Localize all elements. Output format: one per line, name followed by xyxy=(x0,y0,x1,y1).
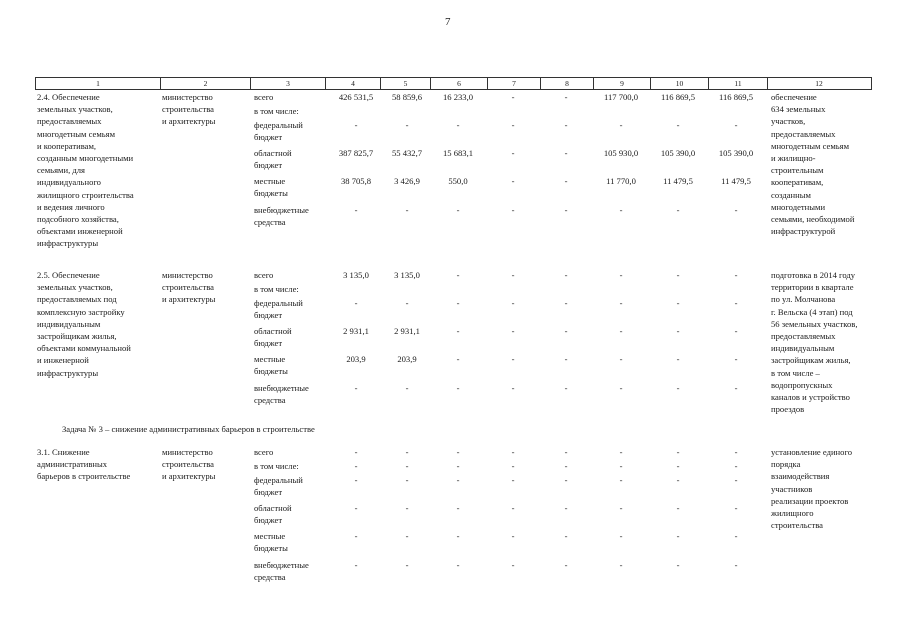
funding-value: - xyxy=(354,475,358,485)
funding-value: 3 135,0 xyxy=(343,270,369,280)
result-text-line: предоставляемых xyxy=(771,331,836,341)
column-number: 4 xyxy=(326,78,381,89)
funding-source-label: федеральный xyxy=(254,298,303,308)
funding-value: 11 770,0 xyxy=(606,176,636,186)
funding-source-label: в том числе: xyxy=(254,106,299,116)
funding-value: - xyxy=(564,447,568,457)
column-number: 5 xyxy=(381,78,431,89)
result-text-line: г. Вельска (4 этап) под xyxy=(771,306,853,317)
funding-value: - xyxy=(511,531,515,541)
funding-value: - xyxy=(405,298,409,308)
executor-text-line: министерство xyxy=(162,92,213,102)
column-number: 7 xyxy=(488,78,541,89)
column-number-header xyxy=(35,77,872,90)
result-text-line: установление единого xyxy=(771,447,853,457)
funding-value: - xyxy=(676,326,680,336)
funding-value: - xyxy=(354,560,358,570)
measure-text-line: комплексную застройку xyxy=(37,306,125,317)
funding-source-label: местные xyxy=(254,354,286,364)
funding-value: - xyxy=(734,461,738,471)
column-number: 3 xyxy=(251,78,326,89)
measure-text-line: 2.5. Обеспечение xyxy=(37,270,100,280)
funding-value: 105 390,0 xyxy=(660,148,696,158)
funding-value: - xyxy=(734,354,738,364)
funding-value: - xyxy=(676,560,680,570)
funding-value: - xyxy=(511,447,515,457)
measure-text-line: административных xyxy=(37,459,108,470)
measure-text-line: и ведения личного xyxy=(37,201,105,212)
measure-text-line: индивидуальным xyxy=(37,318,101,329)
executor-text-line: строительства xyxy=(162,459,214,470)
funding-value: - xyxy=(676,298,680,308)
measure-text-line: инфраструктуры xyxy=(37,367,99,378)
executor-text-line: министерство xyxy=(162,447,213,457)
funding-source-label: бюджеты xyxy=(254,543,288,554)
funding-value: - xyxy=(456,531,460,541)
funding-source-label: федеральный xyxy=(254,120,303,130)
measure-text-line: жилищного строительства xyxy=(37,189,134,200)
measure-text-line: семьями, для xyxy=(37,165,85,176)
funding-value: - xyxy=(354,298,358,308)
funding-value: - xyxy=(405,120,409,130)
executor-text-line: и архитектуры xyxy=(162,294,216,305)
funding-value: - xyxy=(456,560,460,570)
funding-value: - xyxy=(511,205,515,215)
funding-value: - xyxy=(676,531,680,541)
funding-source-label: местные xyxy=(254,531,286,541)
funding-source-label: внебюджетные xyxy=(254,205,309,215)
funding-source-label: всего xyxy=(254,447,274,457)
funding-value: - xyxy=(456,120,460,130)
funding-value: 116 869,5 xyxy=(660,92,696,102)
funding-source-label: средства xyxy=(254,395,286,406)
funding-value: - xyxy=(564,270,568,280)
funding-value: - xyxy=(511,326,515,336)
funding-value: - xyxy=(564,298,568,308)
funding-value: 105 930,0 xyxy=(603,148,639,158)
funding-value: - xyxy=(511,92,515,102)
funding-value: - xyxy=(511,560,515,570)
measure-text-line: земельных участков, xyxy=(37,282,113,293)
funding-value: - xyxy=(734,298,738,308)
funding-value: - xyxy=(619,475,623,485)
funding-value: - xyxy=(676,503,680,513)
funding-value: - xyxy=(456,461,460,471)
measure-text-line: и инженерной xyxy=(37,355,89,366)
result-text-line: жилищного xyxy=(771,508,814,518)
funding-value: - xyxy=(564,92,568,102)
measure-text-line: индивидуального xyxy=(37,177,101,188)
funding-value: 203,9 xyxy=(397,354,417,364)
funding-value: - xyxy=(619,120,623,130)
funding-value: 16 233,0 xyxy=(442,92,474,102)
measure-text-line: 3.1. Снижение xyxy=(37,447,90,457)
funding-source-label: бюджет xyxy=(254,515,283,526)
measure-text-line: барьеров в строительстве xyxy=(37,471,131,482)
funding-value: - xyxy=(734,560,738,570)
executor-text-line: и архитектуры xyxy=(162,471,216,482)
result-text-line: проездов xyxy=(771,404,805,415)
result-text-line: многодетным семьям xyxy=(771,140,850,151)
funding-value: - xyxy=(676,205,680,215)
funding-value: 38 705,8 xyxy=(340,176,372,186)
result-text-line: семьями, необходимой xyxy=(771,214,855,224)
funding-value: - xyxy=(405,531,409,541)
result-text-line: участников xyxy=(771,483,813,494)
funding-value: - xyxy=(405,560,409,570)
funding-value: - xyxy=(619,503,623,513)
column-number: 10 xyxy=(651,78,709,89)
funding-value: - xyxy=(456,475,460,485)
column-number: 6 xyxy=(431,78,488,89)
funding-value: 15 683,1 xyxy=(442,148,474,158)
funding-value: - xyxy=(564,354,568,364)
column-number: 11 xyxy=(709,78,768,89)
funding-value: - xyxy=(354,120,358,130)
column-number: 12 xyxy=(815,79,823,88)
funding-value: 2 931,1 xyxy=(394,326,420,336)
result-text-line: и жилищно- xyxy=(771,153,816,163)
column-number: 8 xyxy=(541,78,594,89)
funding-value: - xyxy=(456,447,460,457)
result-text-line: индивидуальным xyxy=(771,343,835,354)
funding-value: - xyxy=(619,560,623,570)
measure-text-line: 2.4. Обеспечение xyxy=(37,92,100,102)
funding-value: - xyxy=(456,383,460,393)
funding-value: - xyxy=(564,475,568,485)
funding-source-label: областной xyxy=(254,148,292,158)
funding-value: - xyxy=(734,326,738,336)
funding-value: 3 135,0 xyxy=(394,270,420,280)
funding-value: - xyxy=(405,205,409,215)
funding-value: - xyxy=(734,205,738,215)
funding-value: - xyxy=(564,120,568,130)
funding-value: - xyxy=(619,383,623,393)
funding-value: - xyxy=(734,503,738,513)
funding-value: - xyxy=(676,447,680,457)
executor-text-line: строительства xyxy=(162,282,214,293)
funding-value: - xyxy=(511,176,515,186)
result-text-line: в том числе – xyxy=(771,367,820,378)
funding-source-label: федеральный xyxy=(254,475,303,485)
funding-value: - xyxy=(354,503,358,513)
funding-source-label: областной xyxy=(254,326,292,336)
result-text-line: обеспечение xyxy=(771,92,817,102)
measure-text-line: земельных участков, xyxy=(37,104,113,115)
funding-value: - xyxy=(676,475,680,485)
funding-value: - xyxy=(619,270,623,280)
funding-value: - xyxy=(676,461,680,471)
funding-source-label: бюджет xyxy=(254,338,283,349)
funding-value: - xyxy=(354,205,358,215)
measure-text-line: объектами коммунальной xyxy=(37,343,131,354)
funding-value: - xyxy=(511,475,515,485)
funding-value: - xyxy=(354,447,358,457)
funding-value: - xyxy=(619,531,623,541)
funding-value: - xyxy=(734,475,738,485)
result-text-line: реализации проектов xyxy=(771,495,849,506)
funding-value: - xyxy=(405,447,409,457)
funding-value: 3 426,9 xyxy=(394,176,420,186)
result-text-line: застройщикам жилья, xyxy=(771,355,851,366)
funding-value: - xyxy=(511,503,515,513)
result-text-line: 56 земельных участков, xyxy=(771,318,858,329)
measure-text-line: подсобного хозяйства, xyxy=(37,214,119,224)
funding-value: 387 825,7 xyxy=(338,148,374,158)
funding-source-label: областной xyxy=(254,503,292,513)
funding-value: 2 931,1 xyxy=(343,326,369,336)
funding-value: - xyxy=(564,176,568,186)
funding-value: - xyxy=(619,447,623,457)
funding-source-label: бюджеты xyxy=(254,366,288,377)
funding-value: - xyxy=(511,354,515,364)
funding-source-label: бюджет xyxy=(254,310,283,321)
measure-text-line: многодетным семьям xyxy=(37,128,116,139)
funding-value: - xyxy=(456,354,460,364)
funding-source-label: бюджет xyxy=(254,487,283,498)
funding-source-label: местные xyxy=(254,176,286,186)
funding-source-label: всего xyxy=(254,92,274,102)
funding-value: - xyxy=(619,326,623,336)
funding-value: 105 390,0 xyxy=(718,148,754,158)
funding-value: 58 859,6 xyxy=(391,92,423,102)
funding-value: - xyxy=(564,148,568,158)
result-text-line: многодетными xyxy=(771,201,826,212)
funding-value: - xyxy=(511,383,515,393)
funding-value: - xyxy=(405,475,409,485)
funding-source-label: средства xyxy=(254,217,286,228)
funding-source-label: бюджет xyxy=(254,132,283,143)
result-text-line: инфраструктурой xyxy=(771,226,836,237)
funding-value: - xyxy=(511,461,515,471)
result-text-line: созданным xyxy=(771,189,811,200)
page-number: 7 xyxy=(445,16,451,28)
funding-value: 11 479,5 xyxy=(663,176,693,186)
funding-value: - xyxy=(564,383,568,393)
result-text-line: каналов и устройство xyxy=(771,392,850,402)
funding-value: - xyxy=(734,270,738,280)
funding-source-label: в том числе: xyxy=(254,461,299,471)
measure-text-line: предоставляемых под xyxy=(37,294,117,305)
funding-value: - xyxy=(564,326,568,336)
funding-value: 550,0 xyxy=(448,176,468,186)
funding-value: - xyxy=(456,503,460,513)
funding-value: - xyxy=(511,270,515,280)
funding-value: - xyxy=(456,205,460,215)
result-text-line: по ул. Молчанова xyxy=(771,294,836,305)
measure-text-line: и кооперативам, xyxy=(37,140,97,151)
funding-value: - xyxy=(511,120,515,130)
funding-value: - xyxy=(564,461,568,471)
funding-value: 116 869,5 xyxy=(718,92,754,102)
measure-text-line: объектами инженерной xyxy=(37,226,123,237)
funding-source-label: в том числе: xyxy=(254,284,299,294)
column-number: 2 xyxy=(161,78,251,89)
funding-value: - xyxy=(511,298,515,308)
funding-value: - xyxy=(619,298,623,308)
funding-value: - xyxy=(354,383,358,393)
funding-value: - xyxy=(405,461,409,471)
result-text-line: водопропускных xyxy=(771,379,833,390)
result-text-line: взаимодействия xyxy=(771,471,830,482)
result-text-line: предоставляемых xyxy=(771,128,836,139)
funding-value: - xyxy=(564,503,568,513)
column-number: 1 xyxy=(36,78,161,89)
funding-value: - xyxy=(676,383,680,393)
funding-value: - xyxy=(354,531,358,541)
result-text-line: строительным xyxy=(771,165,824,176)
result-text-line: кооперативам, xyxy=(771,177,824,188)
executor-text-line: и архитектуры xyxy=(162,116,216,127)
funding-source-label: всего xyxy=(254,270,274,280)
column-number: 9 xyxy=(594,78,651,89)
result-text-line: участков, xyxy=(771,116,806,127)
funding-value: - xyxy=(564,560,568,570)
result-text-line: территории в квартале xyxy=(771,282,854,293)
funding-value: - xyxy=(619,205,623,215)
measure-text-line: инфраструктуры xyxy=(37,238,99,249)
funding-value: - xyxy=(734,531,738,541)
funding-value: 203,9 xyxy=(346,354,366,364)
funding-value: - xyxy=(619,461,623,471)
funding-source-label: внебюджетные xyxy=(254,383,309,393)
funding-value: - xyxy=(619,354,623,364)
funding-value: 11 479,5 xyxy=(721,176,751,186)
funding-value: - xyxy=(676,354,680,364)
funding-value: - xyxy=(564,531,568,541)
result-text-line: порядка xyxy=(771,459,801,470)
funding-value: - xyxy=(734,383,738,393)
funding-value: - xyxy=(676,120,680,130)
funding-source-label: внебюджетные xyxy=(254,560,309,570)
funding-value: - xyxy=(734,447,738,457)
funding-value: 426 531,5 xyxy=(338,92,374,102)
measure-text-line: застройщикам жилья, xyxy=(37,331,117,341)
funding-value: - xyxy=(456,298,460,308)
funding-value: - xyxy=(511,148,515,158)
funding-value: - xyxy=(405,383,409,393)
funding-value: - xyxy=(456,326,460,336)
funding-value: - xyxy=(734,120,738,130)
funding-value: - xyxy=(564,205,568,215)
funding-value: 117 700,0 xyxy=(603,92,639,102)
result-text-line: подготовка в 2014 году xyxy=(771,270,856,280)
measure-text-line: созданным многодетными xyxy=(37,153,134,163)
measure-text-line: предоставляемых xyxy=(37,116,102,127)
funding-value: - xyxy=(405,503,409,513)
task-3-heading: Задача № 3 – снижение административных барьеров в строительстве xyxy=(62,424,315,434)
funding-source-label: бюджет xyxy=(254,160,283,171)
executor-text-line: министерство xyxy=(162,270,213,280)
funding-value: - xyxy=(456,270,460,280)
funding-value: - xyxy=(354,461,358,471)
funding-source-label: средства xyxy=(254,572,286,583)
result-text-line: строительства xyxy=(771,520,823,531)
result-text-line: 634 земельных xyxy=(771,104,826,115)
funding-source-label: бюджеты xyxy=(254,188,288,199)
executor-text-line: строительства xyxy=(162,104,214,115)
funding-value: 55 432,7 xyxy=(391,148,423,158)
funding-value: - xyxy=(676,270,680,280)
